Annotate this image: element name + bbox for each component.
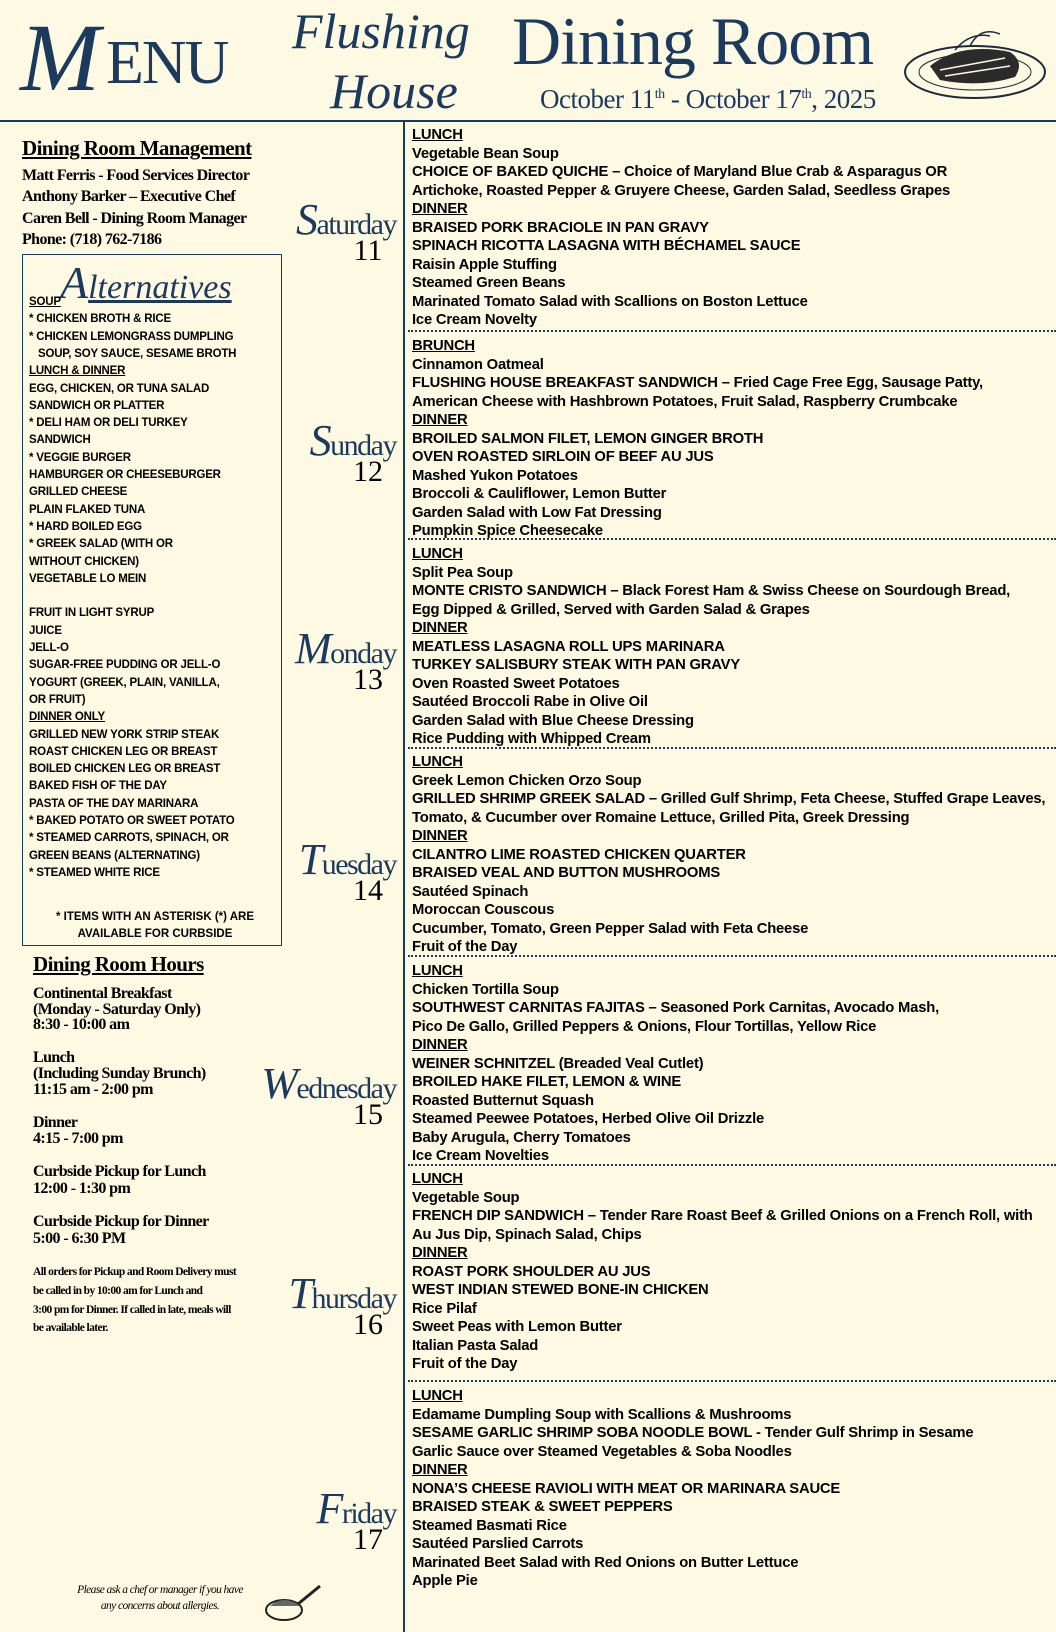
menu-item: Greek Lemon Chicken Orzo Soup [412,772,642,789]
menu-item: Marinated Beet Salad with Red Onions on Butter Lettuce [412,1554,799,1571]
menu-item: Steamed Basmati Rice [412,1517,567,1534]
management-title: Dining Room Management [22,136,252,160]
meal-heading: LUNCH [412,754,463,770]
day-number: 16 [353,1308,383,1341]
date-range [540,84,876,115]
menu-item: NONA’S CHEESE RAVIOLI WITH MEAT OR MARINARA SAUCE [412,1480,841,1497]
allergy-note-line: Please ask a chef or manager if you have [77,1584,243,1596]
dining-room-title: Dining Room [512,3,874,79]
date-end: - October 17 [664,84,802,114]
alternatives-item: * HARD BOILED EGG [29,520,142,533]
hours-line: 4:15 - 7:00 pm [33,1130,123,1147]
menu-item: Sautéed Parslied Carrots [412,1536,584,1552]
menu-item: Sweet Peas with Lemon Butter [412,1319,622,1335]
menu-item: Cucumber, Tomato, Green Pepper Salad with Feta Cheese [412,920,809,937]
venue-name-house: House [330,63,458,119]
day-name-rest: uesday [321,848,396,881]
allergy-note [60,1582,260,1614]
meal-heading: BRUNCH [412,338,475,354]
serving-pan-icon [262,1576,322,1626]
day-number: 15 [353,1098,383,1131]
alternatives-item: GRILLED CHEESE [29,486,128,499]
menu-item: WEST INDIAN STEWED BONE-IN CHICKEN [412,1282,709,1298]
menu-item: MEATLESS LASAGNA ROLL UPS MARINARA [412,638,725,655]
hours-line: Curbside Pickup for Dinner [33,1213,209,1230]
day-separator [408,330,1056,332]
menu-item: Raisin Apple Stuffing [412,256,557,273]
menu-item: ROAST PORK SHOULDER AU JUS [412,1263,651,1280]
orders-note-line: be available later. [33,1322,108,1334]
meal-heading: DINNER [412,1462,468,1478]
day-name-rest: aturday [316,208,396,241]
meal-heading: DINNER [412,201,468,217]
hours-line: Continental Breakfast [33,985,172,1002]
menu-item: Moroccan Couscous [412,902,555,918]
menu-item: OVEN ROASTED SIRLOIN OF BEEF AU JUS [412,449,714,465]
menu-item: Baby Arugula, Cherry Tomatoes [412,1129,631,1146]
day-number: 14 [353,874,383,907]
orders-note-line: 3:00 pm for Dinner. If called in late, meals will [33,1304,231,1316]
menu-item: Ice Cream Novelty [412,312,537,328]
alternatives-title [60,256,232,309]
column-divider [403,120,405,1632]
menu-item: Mashed Yukon Potatoes [412,467,578,484]
orders-note-line: be called in by 10:00 am for Lunch and [33,1285,203,1297]
alternatives-item: GRILLED NEW YORK STRIP STEAK [29,728,220,741]
plated-food-icon [900,22,1050,104]
meal-heading: DINNER [412,1037,468,1053]
menu-item: Split Pea Soup [412,564,513,581]
hours-line: (Including Sunday Brunch) [33,1065,206,1082]
menu-item: MONTE CRISTO SANDWICH – Black Forest Ham & Swiss Cheese on Sourdough Bread, [412,583,1011,599]
hours-line: 8:30 - 10:00 am [33,1016,130,1033]
alternatives-item: PLAIN FLAKED TUNA [29,503,146,516]
day-name-initial: F [316,1484,342,1533]
menu-item: BRAISED STEAK & SWEET PEPPERS [412,1499,673,1515]
alternatives-item: BAKED FISH OF THE DAY [29,780,167,793]
menu-item: Fruit of the Day [412,939,518,955]
day-name-rest: ednesday [296,1072,396,1105]
alternatives-item: SOUP, SOY SAUCE, SESAME BROTH [29,347,237,360]
menu-title-initial: M [20,4,100,111]
alternatives-item: * DELI HAM OR DELI TURKEY [29,417,188,430]
alternatives-heading: LUNCH & DINNER [29,365,126,378]
alternatives-item: JUICE [29,624,62,637]
alternatives-item: JELL-O [29,642,69,654]
menu-item: Ice Cream Novelties [412,1148,549,1164]
day-separator [408,1164,1056,1166]
menu-item: BRAISED PORK BRACIOLE IN PAN GRAVY [412,219,709,236]
meal-heading: LUNCH [412,963,463,979]
management-line: Caren Bell - Dining Room Manager [22,210,247,227]
meal-heading: DINNER [412,1245,468,1261]
alternatives-heading: DINNER ONLY [29,711,105,724]
hours-line: 5:00 - 6:30 PM [33,1230,126,1247]
day-separator [408,747,1056,749]
hours-line: 12:00 - 1:30 pm [33,1180,131,1197]
allergy-note-line: any concerns about allergies. [100,1600,220,1612]
menu-item: BROILED HAKE FILET, LEMON & WINE [412,1074,681,1090]
day-name-initial: T [288,1269,312,1318]
menu-item: Chicken Tortilla Soup [412,981,559,998]
alternatives-item: * CHICKEN BROTH & RICE [29,313,171,326]
menu-item: Broccoli & Cauliflower, Lemon Butter [412,486,667,502]
alternatives-item: OR FRUIT) [29,693,86,706]
meal-heading: LUNCH [412,1388,463,1404]
date-year: , 2025 [811,84,876,114]
alternatives-item: * STEAMED WHITE RICE [29,866,160,879]
alternatives-title-initial: A [60,257,89,308]
management-line: Anthony Barker – Executive Chef [22,188,236,205]
curbside-note-line: * ITEMS WITH AN ASTERISK (*) ARE [55,911,255,923]
alternatives-item: GREEN BEANS (ALTERNATING) [29,849,200,862]
date-start: October 11 [540,84,655,114]
curbside-note [30,909,280,943]
meal-heading: DINNER [412,412,468,428]
menu-item: SOUTHWEST CARNITAS FAJITAS – Seasoned Pork Carnitas, Avocado Mash, [412,1000,939,1016]
meal-heading: LUNCH [412,546,463,562]
alternatives-item: * STEAMED CARROTS, SPINACH, OR [29,832,229,845]
alternatives-item: BOILED CHICKEN LEG OR BREAST [29,763,221,776]
alternatives-item: SANDWICH [29,434,91,447]
day-name-initial: T [298,835,322,884]
day-name-rest: onday [330,637,396,670]
menu-item: Sautéed Spinach [412,883,529,900]
meal-heading: LUNCH [412,1171,463,1187]
menu-item: WEINER SCHNITZEL (Breaded Veal Cutlet) [412,1055,704,1072]
alternatives-item: SUGAR-FREE PUDDING OR JELL-O [29,659,221,672]
menu-item: Garlic Sauce over Steamed Vegetables & Soba Noodles [412,1443,792,1460]
menu-header [0,0,1056,120]
menu-item: Rice Pilaf [412,1300,477,1317]
menu-item: Garden Salad with Low Fat Dressing [412,504,662,521]
menu-item: Pico De Gallo, Grilled Peppers & Onions, Flour Tortillas, Yellow Rice [412,1018,877,1035]
hours-line: 11:15 am - 2:00 pm [33,1081,153,1098]
venue-name-flushing: Flushing [292,3,470,59]
menu-item: Garden Salad with Blue Cheese Dressing [412,712,694,729]
hours-line: (Monday - Saturday Only) [33,1001,201,1018]
alternatives-item: * VEGGIE BURGER [29,451,131,464]
menu-item: TURKEY SALISBURY STEAK WITH PAN GRAVY [412,657,741,673]
header-divider [0,120,1056,122]
menu-item: Marinated Tomato Salad with Scallions on Boston Lettuce [412,293,808,310]
menu-item: Oven Roasted Sweet Potatoes [412,675,620,692]
day-separator [408,1380,1056,1382]
curbside-note-line: AVAILABLE FOR CURBSIDE [77,928,233,940]
menu-item: Vegetable Bean Soup [412,145,559,162]
menu-item: Italian Pasta Salad [412,1337,539,1354]
menu-item: BROILED SALMON FILET, LEMON GINGER BROTH [412,430,764,447]
menu-item: Edamame Dumpling Soup with Scallions & Mushrooms [412,1406,792,1423]
alternatives-item: * BAKED POTATO OR SWEET POTATO [29,815,235,827]
day-name-rest: hursday [311,1282,396,1315]
hours-line: Curbside Pickup for Lunch [33,1163,206,1180]
menu-title-rest: ENU [106,29,228,97]
menu-item: CHOICE OF BAKED QUICHE – Choice of Maryland Blue Crab & Asparagus OR [412,164,948,180]
meal-heading: DINNER [412,620,468,636]
alternatives-item: PASTA OF THE DAY MARINARA [29,797,199,810]
day-name-initial: S [296,195,317,244]
day-separator [408,538,1056,540]
menu-item: CILANTRO LIME ROASTED CHICKEN QUARTER [412,846,746,863]
menu-item: SPINACH RICOTTA LASAGNA WITH BÉCHAMEL SAUCE [412,238,801,254]
menu-item: Artichoke, Roasted Pepper & Gruyere Cheese, Garden Salad, Seedless Grapes [412,182,951,199]
day-name-initial: W [261,1059,297,1108]
menu-item: Tomato, & Cucumber over Romaine Lettuce, Grilled Pita, Greek Dressing [412,809,910,826]
hours-line: Lunch [33,1049,75,1066]
management-phone: Phone: (718) 762-7186 [22,231,162,248]
date-start-suffix: th [654,87,665,102]
day-name-initial: M [295,624,331,673]
menu-item: Au Jus Dip, Spinach Salad, Chips [412,1226,642,1243]
hours-title: Dining Room Hours [33,952,204,976]
alternatives-item: VEGETABLE LO MEIN [29,572,147,585]
alternatives-item: YOGURT (GREEK, PLAIN, VANILLA, [29,676,220,689]
day-separator [408,955,1056,957]
day-name-initial: S [309,416,331,465]
menu-item: Roasted Butternut Squash [412,1092,594,1109]
alternatives-item: SANDWICH OR PLATTER [29,399,165,412]
orders-note-line: All orders for Pickup and Room Delivery must [33,1266,237,1278]
menu-item: BRAISED VEAL AND BUTTON MUSHROOMS [412,865,720,881]
alternatives-item: HAMBURGER OR CHEESEBURGER [29,469,221,481]
day-number: 13 [353,663,383,696]
menu-item: Cinnamon Oatmeal [412,356,544,373]
alternatives-item: FRUIT IN LIGHT SYRUP [29,607,155,620]
menu-item: Steamed Green Beans [412,275,566,291]
date-end-suffix: th [801,87,812,102]
day-number: 11 [353,234,383,267]
menu-item: Sautéed Broccoli Rabe in Olive Oil [412,694,648,710]
alternatives-title-rest: lternatives [88,269,232,306]
menu-item: SESAME GARLIC SHRIMP SOBA NOODLE BOWL - Tender Gulf Shrimp in Sesame [412,1425,974,1441]
day-number: 17 [353,1523,383,1556]
day-name-rest: riday [341,1497,396,1530]
menu-item: FLUSHING HOUSE BREAKFAST SANDWICH – Fried Cage Free Egg, Sausage Patty, [412,375,983,391]
menu-item: Rice Pudding with Whipped Cream [412,731,651,747]
menu-item: Pumpkin Spice Cheesecake [412,523,603,539]
alternatives-item: ROAST CHICKEN LEG OR BREAST [29,745,218,758]
menu-item: Vegetable Soup [412,1189,520,1206]
alternatives-heading: SOUP [29,296,61,308]
alternatives-item: WITHOUT CHICKEN) [29,555,139,568]
management-line: Matt Ferris - Food Services Director [22,167,250,184]
day-name-rest: unday [330,429,396,462]
meal-heading: DINNER [412,828,468,844]
menu-item: Egg Dipped & Grilled, Served with Garden Salad & Grapes [412,601,810,618]
menu-item: Steamed Peewee Potatoes, Herbed Olive Oil Drizzle [412,1111,765,1127]
menu-item: GRILLED SHRIMP GREEK SALAD – Grilled Gulf Shrimp, Feta Cheese, Stuffed Grape Leaves, [412,791,1046,807]
alternatives-item: * GREEK SALAD (WITH OR [29,538,173,551]
day-number: 12 [353,455,383,488]
menu-item: Apple Pie [412,1573,478,1589]
menu-item: FRENCH DIP SANDWICH – Tender Rare Roast Beef & Grilled Onions on a French Roll, with [412,1208,1033,1224]
menu-item: Fruit of the Day [412,1356,518,1372]
meal-heading: LUNCH [412,127,463,143]
hours-line: Dinner [33,1114,78,1131]
alternatives-item: EGG, CHICKEN, OR TUNA SALAD [29,382,210,395]
alternatives-item: * CHICKEN LEMONGRASS DUMPLING [29,330,234,343]
menu-item: American Cheese with Hashbrown Potatoes, Fruit Salad, Raspberry Crumbcake [412,393,958,410]
